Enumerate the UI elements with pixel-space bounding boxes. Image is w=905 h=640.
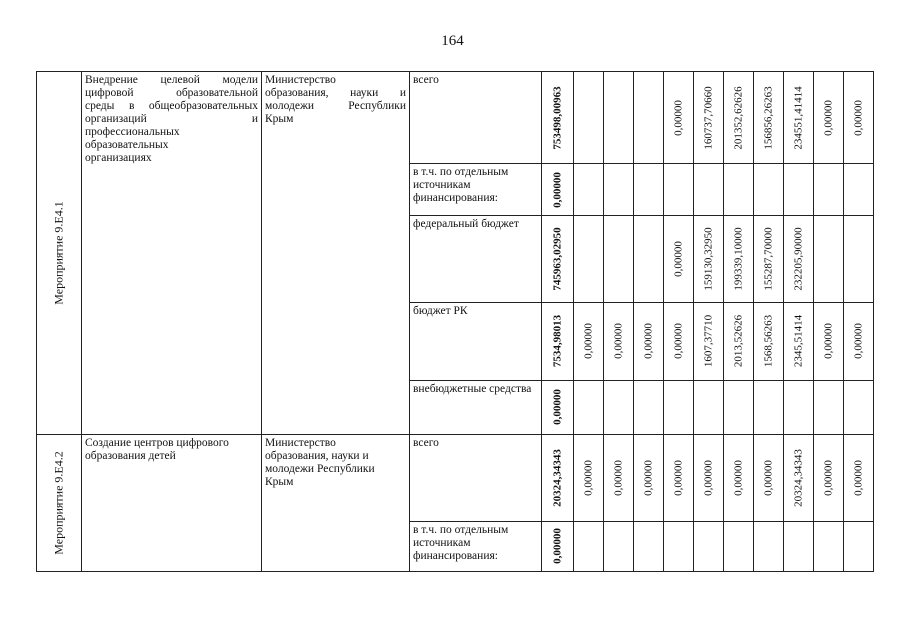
table-row bbox=[37, 72, 874, 164]
year-amount-cell bbox=[844, 216, 874, 302]
year-amount-cell bbox=[724, 380, 754, 434]
total-amount-cell bbox=[542, 216, 574, 302]
year-amount-cell bbox=[634, 521, 664, 571]
measure-name-cell bbox=[82, 72, 262, 435]
year-amount-cell bbox=[754, 521, 784, 571]
year-amount: 0,00000 bbox=[642, 323, 654, 360]
measure-name-line: Создание центров цифрового bbox=[85, 437, 229, 449]
year-amount-cell bbox=[694, 302, 724, 380]
year-amount-cell bbox=[754, 435, 784, 522]
table-row bbox=[37, 435, 874, 522]
total-amount: 0,00000 bbox=[551, 171, 563, 208]
measure-code-cell bbox=[37, 72, 82, 435]
year-amount-cell bbox=[604, 435, 634, 522]
year-amount: 0,00000 bbox=[732, 459, 744, 496]
funding-source-cell bbox=[410, 72, 542, 164]
measure-name-line: образовательных bbox=[85, 139, 169, 151]
year-amount-cell bbox=[724, 435, 754, 522]
measure-code: Мероприятие 9.Е4.2 bbox=[51, 451, 66, 555]
executor-line: молодежи Республики bbox=[265, 100, 406, 112]
page-number: 164 bbox=[441, 33, 464, 49]
year-amount-cell bbox=[724, 164, 754, 216]
year-amount: 159130,32950 bbox=[702, 227, 714, 291]
year-amount: 0,00000 bbox=[582, 323, 594, 360]
year-amount-cell bbox=[814, 435, 844, 522]
year-amount-cell bbox=[814, 72, 844, 164]
year-amount-cell bbox=[754, 216, 784, 302]
year-amount: 155287,70000 bbox=[762, 227, 774, 291]
year-amount: 0,00000 bbox=[822, 323, 834, 360]
year-amount: 0,00000 bbox=[852, 459, 864, 496]
measure-code: Мероприятие 9.Е4.1 bbox=[51, 201, 66, 305]
year-amount: 160737,70660 bbox=[702, 86, 714, 150]
year-amount: 0,00000 bbox=[852, 323, 864, 360]
total-amount: 753498,00963 bbox=[551, 86, 563, 150]
funding-source-cell bbox=[410, 164, 542, 216]
year-amount-cell bbox=[634, 380, 664, 434]
year-amount-cell bbox=[664, 216, 694, 302]
year-amount-cell bbox=[784, 302, 814, 380]
year-amount-cell bbox=[784, 380, 814, 434]
year-amount: 0,00000 bbox=[612, 459, 624, 496]
executor-line: молодежи Республики bbox=[265, 463, 375, 475]
funding-source: всего bbox=[413, 437, 439, 449]
year-amount: 234551,41414 bbox=[792, 86, 804, 150]
year-amount-cell bbox=[724, 72, 754, 164]
funding-source: всего bbox=[413, 74, 439, 86]
year-amount-cell bbox=[694, 164, 724, 216]
year-amount-cell bbox=[574, 435, 604, 522]
year-amount-cell bbox=[784, 164, 814, 216]
total-amount: 745963,02950 bbox=[551, 227, 563, 291]
year-amount-cell bbox=[664, 521, 694, 571]
year-amount-cell bbox=[724, 521, 754, 571]
year-amount-cell bbox=[844, 435, 874, 522]
year-amount-cell bbox=[694, 380, 724, 434]
year-amount-cell bbox=[814, 164, 844, 216]
total-amount: 20324,34343 bbox=[551, 448, 563, 507]
year-amount: 0,00000 bbox=[582, 459, 594, 496]
year-amount-cell bbox=[694, 435, 724, 522]
measure-name-line: образования детей bbox=[85, 450, 176, 462]
year-amount-cell bbox=[754, 72, 784, 164]
year-amount-cell bbox=[604, 72, 634, 164]
year-amount-cell bbox=[784, 435, 814, 522]
year-amount-cell bbox=[724, 302, 754, 380]
year-amount: 0,00000 bbox=[762, 459, 774, 496]
year-amount-cell bbox=[604, 164, 634, 216]
funding-source: в т.ч. по отдельным источникам финансирования: bbox=[413, 523, 509, 562]
year-amount-cell bbox=[634, 435, 664, 522]
year-amount: 0,00000 bbox=[822, 99, 834, 136]
year-amount-cell bbox=[694, 216, 724, 302]
year-amount-cell bbox=[754, 164, 784, 216]
year-amount-cell bbox=[604, 302, 634, 380]
financing-table bbox=[36, 71, 874, 572]
year-amount-cell bbox=[844, 380, 874, 434]
measure-code-cell bbox=[37, 435, 82, 572]
year-amount-cell bbox=[724, 216, 754, 302]
total-amount: 7534,98013 bbox=[551, 315, 563, 368]
year-amount-cell bbox=[784, 521, 814, 571]
year-amount-cell bbox=[694, 72, 724, 164]
year-amount: 156856,26263 bbox=[762, 86, 774, 150]
year-amount-cell bbox=[664, 164, 694, 216]
total-amount-cell bbox=[542, 435, 574, 522]
year-amount: 232205,90000 bbox=[792, 227, 804, 291]
measure-name-line: среды в общеобразовательных bbox=[85, 100, 258, 112]
year-amount: 0,00000 bbox=[642, 459, 654, 496]
funding-source-cell bbox=[410, 302, 542, 380]
year-amount-cell bbox=[754, 302, 784, 380]
year-amount: 199339,10000 bbox=[732, 227, 744, 291]
executor-line: образования, науки и bbox=[265, 87, 406, 99]
year-amount: 0,00000 bbox=[702, 459, 714, 496]
funding-source: бюджет РК bbox=[413, 304, 468, 317]
funding-source-cell bbox=[410, 435, 542, 522]
measure-name-line: профессиональных bbox=[85, 126, 180, 138]
year-amount-cell bbox=[664, 302, 694, 380]
total-amount: 0,00000 bbox=[551, 528, 563, 565]
measure-name-cell bbox=[82, 435, 262, 572]
total-amount-cell bbox=[542, 302, 574, 380]
year-amount-cell bbox=[844, 72, 874, 164]
funding-source: в т.ч. по отдельным источникам финансирования: bbox=[413, 166, 509, 205]
funding-source: внебюджетные средства bbox=[413, 382, 532, 395]
year-amount-cell bbox=[814, 521, 844, 571]
executor-line: Министерство bbox=[265, 74, 336, 86]
year-amount: 0,00000 bbox=[672, 459, 684, 496]
total-amount-cell bbox=[542, 521, 574, 571]
total-amount-cell bbox=[542, 164, 574, 216]
year-amount-cell bbox=[814, 380, 844, 434]
year-amount-cell bbox=[634, 72, 664, 164]
year-amount: 2013,52626 bbox=[732, 315, 744, 368]
year-amount-cell bbox=[634, 216, 664, 302]
year-amount: 2345,51414 bbox=[792, 315, 804, 368]
funding-source-cell bbox=[410, 380, 542, 434]
year-amount-cell bbox=[634, 302, 664, 380]
year-amount-cell bbox=[844, 521, 874, 571]
year-amount-cell bbox=[664, 380, 694, 434]
executor-line: Министерство bbox=[265, 437, 336, 449]
year-amount-cell bbox=[784, 216, 814, 302]
year-amount-cell bbox=[664, 435, 694, 522]
year-amount: 0,00000 bbox=[672, 323, 684, 360]
year-amount-cell bbox=[574, 216, 604, 302]
executor-cell bbox=[262, 72, 410, 435]
year-amount-cell bbox=[694, 521, 724, 571]
year-amount: 0,00000 bbox=[672, 99, 684, 136]
year-amount: 0,00000 bbox=[852, 99, 864, 136]
year-amount: 0,00000 bbox=[822, 459, 834, 496]
executor-line: Крым bbox=[265, 113, 294, 125]
year-amount-cell bbox=[604, 216, 634, 302]
year-amount: 0,00000 bbox=[672, 241, 684, 277]
year-amount-cell bbox=[814, 216, 844, 302]
total-amount-cell bbox=[542, 72, 574, 164]
executor-cell bbox=[262, 435, 410, 572]
funding-source-cell bbox=[410, 216, 542, 302]
executor-line: Крым bbox=[265, 476, 294, 488]
year-amount: 20324,34343 bbox=[792, 448, 804, 507]
executor-line: образования, науки и bbox=[265, 450, 369, 462]
year-amount-cell bbox=[814, 302, 844, 380]
year-amount-cell bbox=[754, 380, 784, 434]
year-amount-cell bbox=[574, 380, 604, 434]
year-amount: 1607,37710 bbox=[702, 315, 714, 368]
year-amount-cell bbox=[844, 164, 874, 216]
funding-source: федеральный бюджет bbox=[413, 218, 519, 231]
year-amount-cell bbox=[574, 521, 604, 571]
year-amount-cell bbox=[784, 72, 814, 164]
total-amount-cell bbox=[542, 380, 574, 434]
year-amount-cell bbox=[604, 521, 634, 571]
year-amount-cell bbox=[574, 302, 604, 380]
year-amount-cell bbox=[634, 164, 664, 216]
year-amount: 1568,56263 bbox=[762, 315, 774, 368]
year-amount-cell bbox=[604, 380, 634, 434]
measure-name-line: организациях bbox=[85, 152, 152, 164]
year-amount-cell bbox=[574, 72, 604, 164]
measure-name-line: цифровой образовательной bbox=[85, 87, 258, 99]
year-amount: 0,00000 bbox=[612, 323, 624, 360]
year-amount-cell bbox=[844, 302, 874, 380]
year-amount: 201352,62626 bbox=[732, 86, 744, 150]
measure-name-line: Внедрение целевой модели bbox=[85, 74, 258, 86]
measure-name-line: организаций и bbox=[85, 113, 258, 125]
funding-source-cell bbox=[410, 521, 542, 571]
year-amount-cell bbox=[664, 72, 694, 164]
year-amount-cell bbox=[574, 164, 604, 216]
total-amount: 0,00000 bbox=[551, 389, 563, 426]
